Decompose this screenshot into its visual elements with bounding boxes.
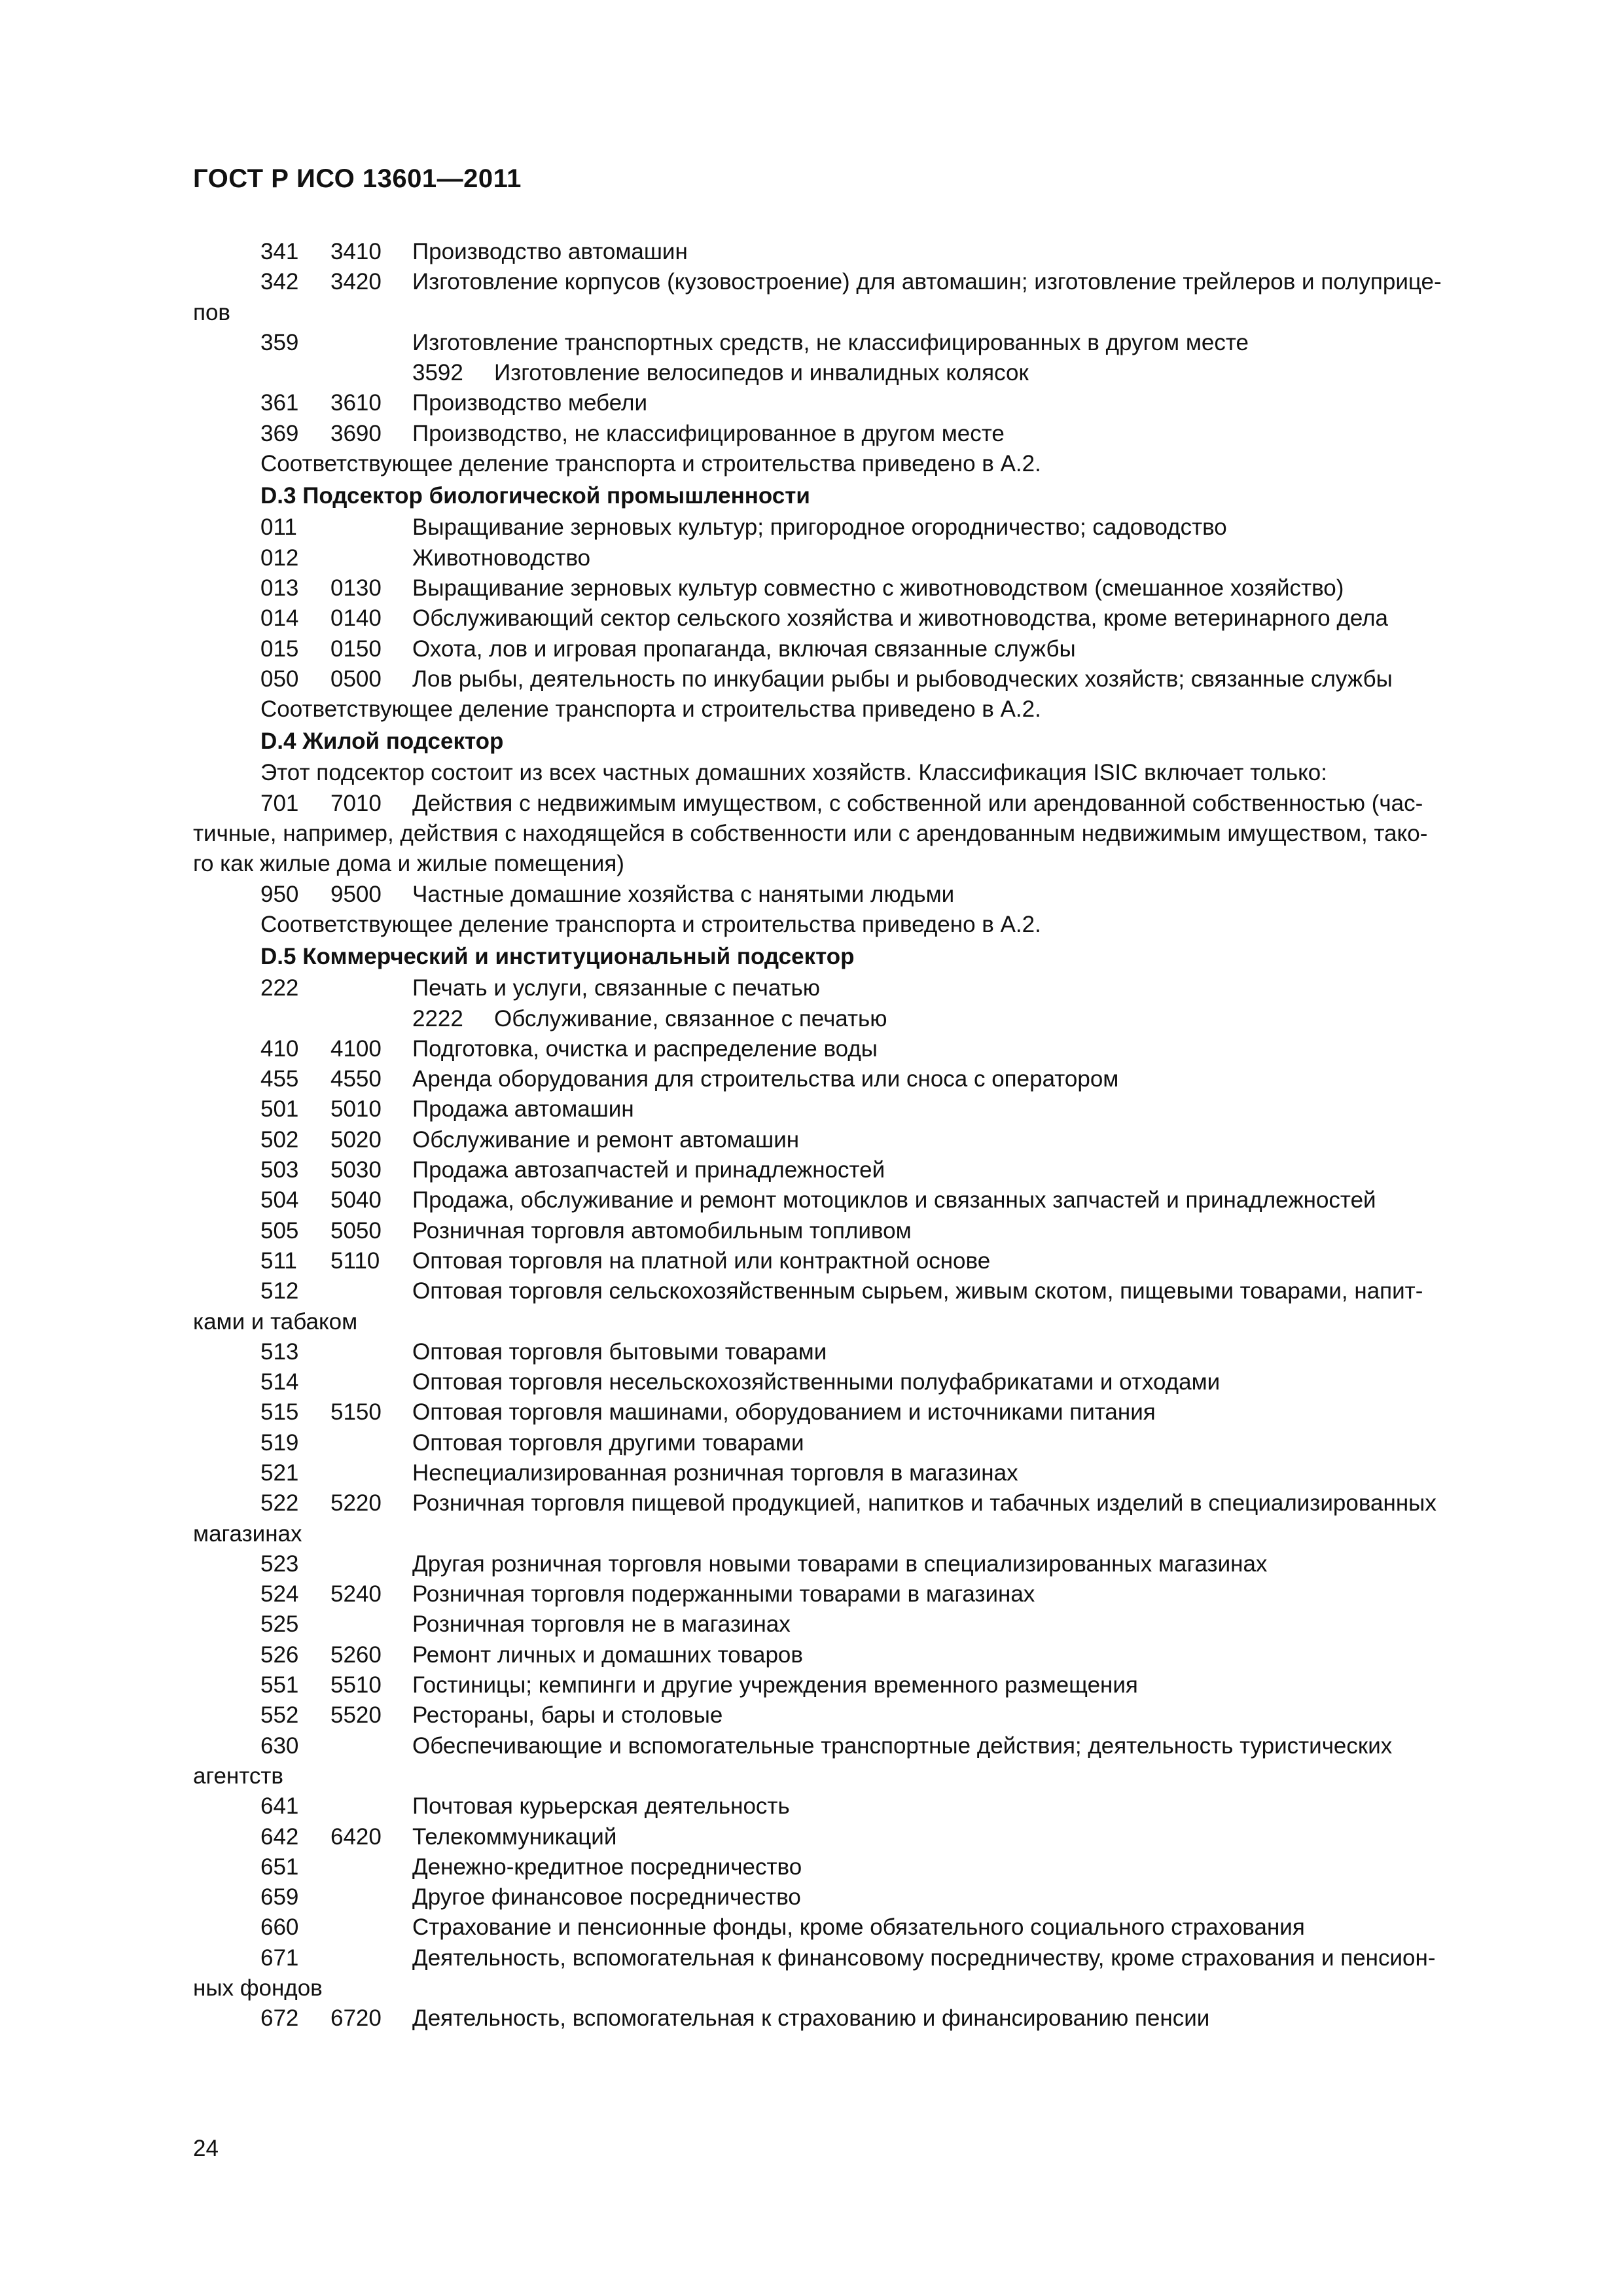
code-isic3: 0130 [330, 575, 382, 601]
code-description: Продажа, обслуживание и ремонт мотоциклов и связанных запчастей и принадлежностей [412, 1187, 1376, 1213]
code-isic3: 0500 [330, 666, 382, 692]
code-isic2: 455 [260, 1066, 299, 1092]
code-row [193, 543, 1495, 573]
code-isic2: 359 [260, 329, 299, 355]
code-sub: 2222 [412, 1005, 463, 1031]
code-row [193, 1488, 1495, 1518]
code-row [193, 1034, 1495, 1064]
code-description: Оптовая торговля на платной или контрактной основе [412, 1247, 991, 1274]
code-row [193, 512, 1495, 543]
code-description: Производство, не классифицированное в другом месте [412, 420, 1005, 446]
code-row [193, 1731, 1495, 1761]
note-reference: Соответствующее деление транспорта и строительства приведено в А.2. [260, 451, 1041, 477]
note-reference: Соответствующее деление транспорта и строительства приведено в А.2. [260, 911, 1041, 937]
code-description: Действия с недвижимым имуществом, с собственной или арендованной собственностью (час- [412, 790, 1423, 816]
code-isic3: 4100 [330, 1035, 382, 1062]
code-description: Оптовая торговля бытовыми товарами [412, 1338, 827, 1365]
code-isic2: 642 [260, 1823, 299, 1850]
code-isic2: 672 [260, 2005, 299, 2032]
code-isic3: 5260 [330, 1641, 382, 1668]
code-isic2: 701 [260, 790, 299, 816]
code-isic2: 505 [260, 1217, 299, 1244]
code-row [193, 789, 1495, 819]
code-row-continuation [193, 1973, 1495, 2003]
document-body [193, 237, 1495, 2034]
code-row [193, 1367, 1495, 1397]
code-description: Денежно-кредитное посредничество [412, 1854, 802, 1880]
code-description: Розничная торговля подержанными товарами в магазинах [412, 1581, 1035, 1607]
code-row [193, 973, 1495, 1003]
section-heading-d4: D.4 Жилой подсектор [260, 728, 504, 755]
code-description: Лов рыбы, деятельность по инкубации рыбы и рыбоводческих хозяйств; связанные службы [412, 666, 1393, 692]
code-row-continuation [193, 1761, 1495, 1791]
code-isic2: 015 [260, 636, 299, 662]
code-isic3: 4550 [330, 1066, 382, 1092]
code-row [193, 419, 1495, 449]
code-row [193, 573, 1495, 603]
continuation-text: ками и табаком [193, 1308, 358, 1335]
code-description: Почтовая курьерская деятельность [412, 1793, 790, 1820]
code-description: Частные домашние хозяйства с нанятыми людьми [412, 881, 955, 907]
code-description: Рестораны, бары и столовые [412, 1702, 723, 1729]
code-row [193, 388, 1495, 418]
section-intro: Этот подсектор состоит из всех частных домашних хозяйств. Классификация ISIC включает только: [260, 760, 1327, 786]
code-isic2: 950 [260, 881, 299, 907]
code-isic2: 552 [260, 1702, 299, 1729]
code-row [193, 1670, 1495, 1700]
code-description: Подготовка, очистка и распределение воды [412, 1035, 878, 1062]
code-description: Телекоммуникаций [412, 1823, 617, 1850]
note-reference: Соответствующее деление транспорта и строительства приведено в А.2. [260, 696, 1041, 723]
code-isic3: 7010 [330, 790, 382, 816]
code-isic3: 3420 [330, 269, 382, 295]
code-isic3: 3690 [330, 420, 382, 446]
code-row [193, 1700, 1495, 1731]
code-isic2: 014 [260, 605, 299, 632]
code-row [193, 1125, 1495, 1155]
code-isic2: 514 [260, 1369, 299, 1395]
code-description: Розничная торговля не в магазинах [412, 1611, 791, 1638]
code-isic2: 504 [260, 1187, 299, 1213]
code-isic2: 511 [260, 1247, 297, 1274]
code-row-continuation [193, 849, 1495, 879]
code-description: Обслуживающий сектор сельского хозяйства и животноводства, кроме ветеринарного дела [412, 605, 1389, 632]
code-description: Обслуживание, связанное с печатью [494, 1005, 887, 1031]
code-isic3: 5110 [330, 1247, 380, 1274]
code-isic2: 524 [260, 1581, 299, 1607]
code-row [193, 237, 1495, 267]
code-description: Оптовая торговля машинами, оборудованием и источниками питания [412, 1399, 1156, 1426]
code-isic3: 5510 [330, 1672, 382, 1698]
code-isic2: 651 [260, 1854, 299, 1880]
code-row [193, 880, 1495, 910]
code-description: Ремонт личных и домашних товаров [412, 1641, 803, 1668]
code-row [193, 1852, 1495, 1882]
code-description: Оптовая торговля сельскохозяйственным сырьем, живым скотом, пищевыми товарами, напит- [412, 1278, 1423, 1304]
code-sub: 3592 [412, 360, 463, 386]
code-isic3: 6420 [330, 1823, 382, 1850]
code-row [193, 1458, 1495, 1488]
code-isic2: 660 [260, 1914, 299, 1941]
code-isic2: 641 [260, 1793, 299, 1820]
code-isic3: 5020 [330, 1126, 382, 1153]
continuation-text: агентств [193, 1763, 284, 1789]
code-isic3: 5050 [330, 1217, 382, 1244]
code-isic2: 501 [260, 1096, 299, 1122]
code-isic3: 0140 [330, 605, 382, 632]
code-row [193, 1337, 1495, 1367]
code-row [193, 1882, 1495, 1912]
code-row [193, 1428, 1495, 1458]
document-header: ГОСТ Р ИСО 13601—2011 [193, 164, 522, 193]
code-isic3: 5030 [330, 1157, 382, 1183]
code-isic2: 523 [260, 1551, 299, 1577]
code-row [193, 2003, 1495, 2034]
code-isic2: 011 [260, 514, 297, 541]
code-isic3: 5010 [330, 1096, 382, 1122]
code-isic2: 512 [260, 1278, 299, 1304]
code-description: Печать и услуги, связанные с печатью [412, 975, 821, 1001]
code-description: Производство мебели [412, 390, 647, 416]
code-subrow [193, 1004, 1495, 1034]
code-description: Обслуживание и ремонт автомашин [412, 1126, 800, 1153]
code-row [193, 1791, 1495, 1821]
code-isic3: 5520 [330, 1702, 382, 1729]
code-isic3: 5220 [330, 1490, 382, 1516]
code-row [193, 1094, 1495, 1124]
code-description: Гостиницы; кемпинги и другие учреждения временного размещения [412, 1672, 1138, 1698]
code-description: Изготовление велосипедов и инвалидных колясок [494, 360, 1029, 386]
section-heading-d5: D.5 Коммерческий и институциональный подсектор [260, 944, 855, 970]
code-row [193, 1609, 1495, 1640]
code-row [193, 664, 1495, 694]
code-isic3: 5150 [330, 1399, 382, 1426]
code-row [193, 1943, 1495, 1973]
code-description: Изготовление корпусов (кузовостроение) для автомашин; изготовление трейлеров и полуприце- [412, 269, 1442, 295]
code-row [193, 267, 1495, 297]
code-description: Изготовление транспортных средств, не классифицированных в другом месте [412, 329, 1249, 355]
code-isic2: 341 [260, 239, 299, 264]
code-row [193, 1640, 1495, 1670]
code-row [193, 1397, 1495, 1427]
code-row [193, 634, 1495, 664]
code-isic3: 3410 [330, 239, 382, 264]
code-description: Продажа автомашин [412, 1096, 634, 1122]
code-isic2: 503 [260, 1157, 299, 1183]
page-number: 24 [193, 2136, 219, 2161]
code-description: Другое финансовое посредничество [412, 1884, 801, 1910]
continuation-text: пов [193, 299, 231, 325]
code-isic2: 525 [260, 1611, 299, 1638]
code-description: Аренда оборудования для строительства или сноса с оператором [412, 1066, 1119, 1092]
code-isic3: 5240 [330, 1581, 382, 1607]
code-isic2: 521 [260, 1460, 299, 1486]
code-description: Выращивание зерновых культур совместно с животноводством (смешанное хозяйство) [412, 575, 1344, 601]
code-isic2: 050 [260, 666, 299, 692]
code-isic3: 5040 [330, 1187, 382, 1213]
code-row [193, 1185, 1495, 1215]
code-row-continuation [193, 298, 1495, 328]
code-row-continuation [193, 1519, 1495, 1549]
code-description: Продажа автозапчастей и принадлежностей [412, 1157, 885, 1183]
code-description: Обеспечивающие и вспомогательные транспортные действия; деятельность туристических [412, 1732, 1393, 1759]
code-isic3: 0150 [330, 636, 382, 662]
code-isic2: 410 [260, 1035, 299, 1062]
code-row [193, 1912, 1495, 1943]
code-description: Оптовая торговля другими товарами [412, 1429, 804, 1456]
code-isic3: 6720 [330, 2005, 382, 2032]
code-row [193, 1549, 1495, 1579]
code-description: Неспециализированная розничная торговля в магазинах [412, 1460, 1018, 1486]
code-isic2: 013 [260, 575, 299, 601]
code-isic2: 222 [260, 975, 299, 1001]
code-description: Выращивание зерновых культур; пригородное огородничество; садоводство [412, 514, 1227, 541]
code-row [193, 1246, 1495, 1276]
code-isic2: 515 [260, 1399, 299, 1426]
code-description: Деятельность, вспомогательная к финансовому посредничеству, кроме страхования и пенсион- [412, 1945, 1436, 1971]
code-isic2: 659 [260, 1884, 299, 1910]
code-description: Охота, лов и игровая пропаганда, включая связанные службы [412, 636, 1076, 662]
section-heading-d3: D.3 Подсектор биологической промышленности [260, 483, 810, 509]
code-description: Производство автомашин [412, 239, 688, 264]
code-isic3: 3610 [330, 390, 382, 416]
code-row [193, 603, 1495, 634]
continuation-text: го как жилые дома и жилые помещения) [193, 851, 624, 877]
code-row-continuation [193, 1307, 1495, 1337]
code-isic2: 551 [260, 1672, 299, 1698]
code-row [193, 1064, 1495, 1094]
code-isic2: 012 [260, 545, 299, 571]
code-isic2: 369 [260, 420, 299, 446]
code-isic2: 361 [260, 390, 299, 416]
code-description: Деятельность, вспомогательная к страхованию и финансированию пенсии [412, 2005, 1210, 2032]
continuation-text: ных фондов [193, 1975, 323, 2001]
code-row-continuation [193, 819, 1495, 849]
code-isic2: 671 [260, 1945, 299, 1971]
code-description: Животноводство [412, 545, 591, 571]
code-description: Розничная торговля пищевой продукцией, напитков и табачных изделий в специализированных [412, 1490, 1436, 1516]
code-isic2: 513 [260, 1338, 299, 1365]
code-row [193, 1579, 1495, 1609]
code-isic2: 522 [260, 1490, 299, 1516]
code-row [193, 1155, 1495, 1185]
continuation-text: тичные, например, действия с находящейся в собственности или с арендованным недвижимым имуществом, тако- [193, 821, 1428, 847]
code-isic2: 342 [260, 269, 299, 295]
continuation-text: магазинах [193, 1520, 302, 1547]
code-description: Оптовая торговля несельскохозяйственными полуфабрикатами и отходами [412, 1369, 1221, 1395]
code-description: Розничная торговля автомобильным топливом [412, 1217, 912, 1244]
code-isic2: 630 [260, 1732, 299, 1759]
code-subrow [193, 358, 1495, 388]
code-row [193, 1216, 1495, 1246]
code-description: Страхование и пенсионные фонды, кроме обязательного социального страхования [412, 1914, 1305, 1941]
code-description: Другая розничная торговля новыми товарами в специализированных магазинах [412, 1551, 1268, 1577]
code-row [193, 328, 1495, 358]
code-isic2: 526 [260, 1641, 299, 1668]
code-row [193, 1822, 1495, 1852]
code-isic2: 519 [260, 1429, 299, 1456]
code-isic3: 9500 [330, 881, 382, 907]
code-isic2: 502 [260, 1126, 299, 1153]
code-row [193, 1276, 1495, 1306]
